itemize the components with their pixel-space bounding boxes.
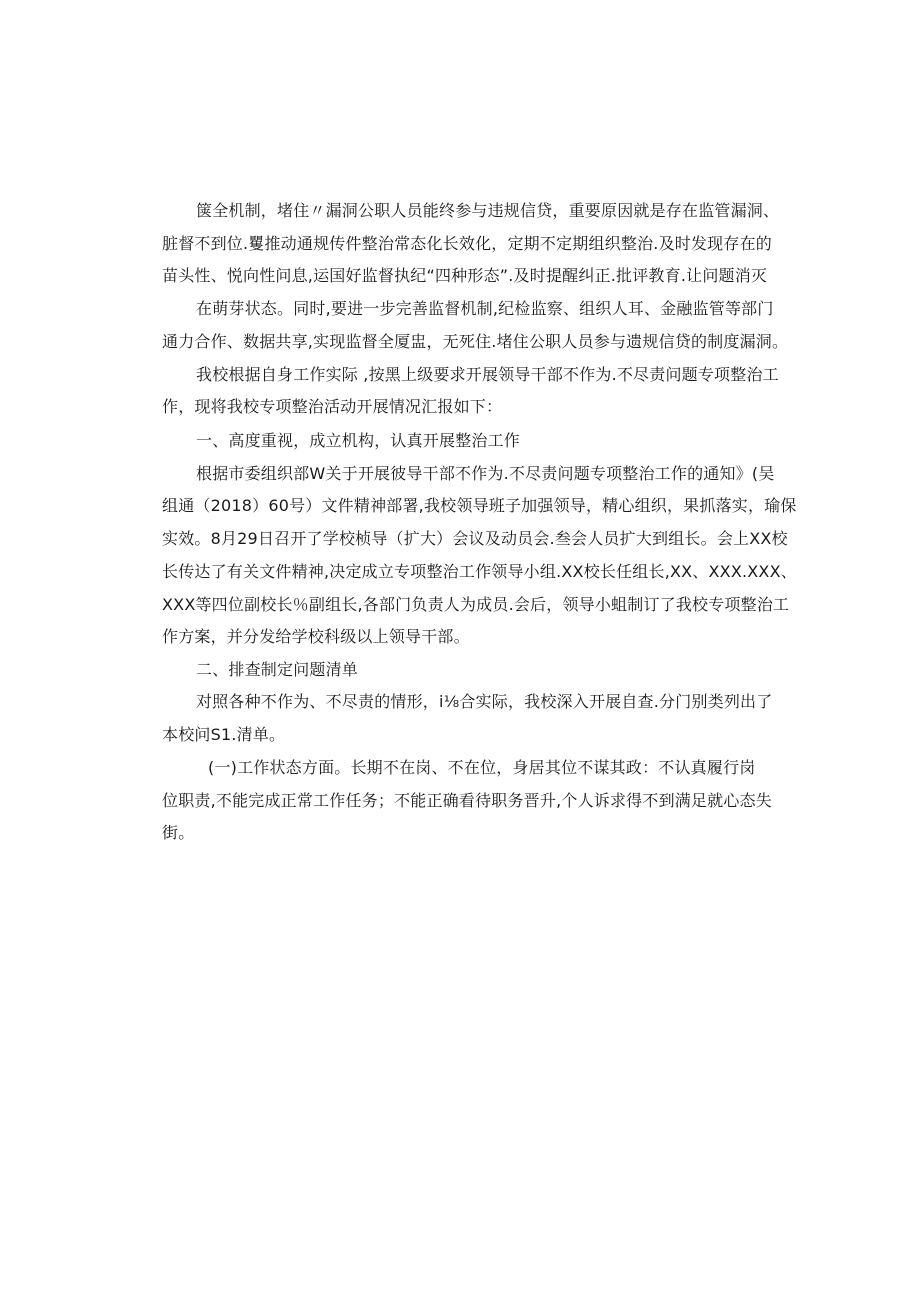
paragraph-line: 根据市委组织部W关于开展彼导干部不作为.不尽责问题专项整治工作的通知》(吴 [196,464,775,483]
paragraph-line: 长传达了有关文件精神,决定成立专项整治工作领导小组.XX校长任组长,XX、XXX.XXX、 [162,562,797,581]
paragraph-line: XXX等四位副校长％副组长,各部门负责人为成员.会后，领导小蛆制订了我校专项整治工 [162,595,790,614]
paragraph-line: 作，现将我校专项整治活动开展情况汇报如下： [162,397,503,416]
paragraph-line: 本校问S1.清单。 [162,725,286,744]
paragraph-line: 街。 [162,823,195,842]
paragraph-line: 实效。8月29日召开了学校桢导（扩大）会议及动员会.叁会人员扩大到组长。会上XX校 [162,529,788,548]
paragraph-line: (一)工作状态方面。长期不在岗、不在位，身居其位不谋其政：不认真履行岗 [208,758,756,777]
paragraph-line: 作方案，并分发给学校科级以上领导干部。 [162,627,470,646]
section-heading: 二、排查制定问题清单 [196,660,359,679]
paragraph-line: 脏督不到位.矍推动通规传件整治常态化长效化，定期不定期组织整治.及时发现存在的 [162,234,772,253]
paragraph-line: 对照各种不作为、不尽责的情形，i⅛合实际，我校深入开展自查.分门别类列出了 [196,692,773,711]
paragraph-line: 我校根据自身工作实际 ,按黑上级要求开展领导干部不作为.不尽责问题专项整治工 [196,365,779,384]
paragraph-line: 苗头性、悦向性问息,运国好监督执纪“四种形态”.及时提醒纠正.批评教育.让问题消灭 [162,266,768,285]
paragraph-line: 通力合作、数据共享,实现监督全厦盅，无死住.堵住公职人员参与遗规信贷的制度漏洞。 [162,332,789,351]
section-heading: 一、高度重视，成立机构，认真开展整治工作 [196,431,521,450]
paragraph-line: 位职责,不能完成正常工作任务；不能正确看待职务晋升,个人诉求得不到满足就心态失 [162,791,772,810]
paragraph-line: 在萌芽状态。同时,要进一步完善监督机制,纪检监察、组织人耳、金融监管等部门 [196,299,774,318]
paragraph-line: 箧全机制，堵住〃漏洞公职人员能终参与违规信贷，重要原因就是存在监管漏洞、 [196,201,780,220]
paragraph-line: 组通（2018）60号）文件精神部署,我校领导班子加强领导，精心组织，果抓落实，瑜保 [162,496,797,515]
